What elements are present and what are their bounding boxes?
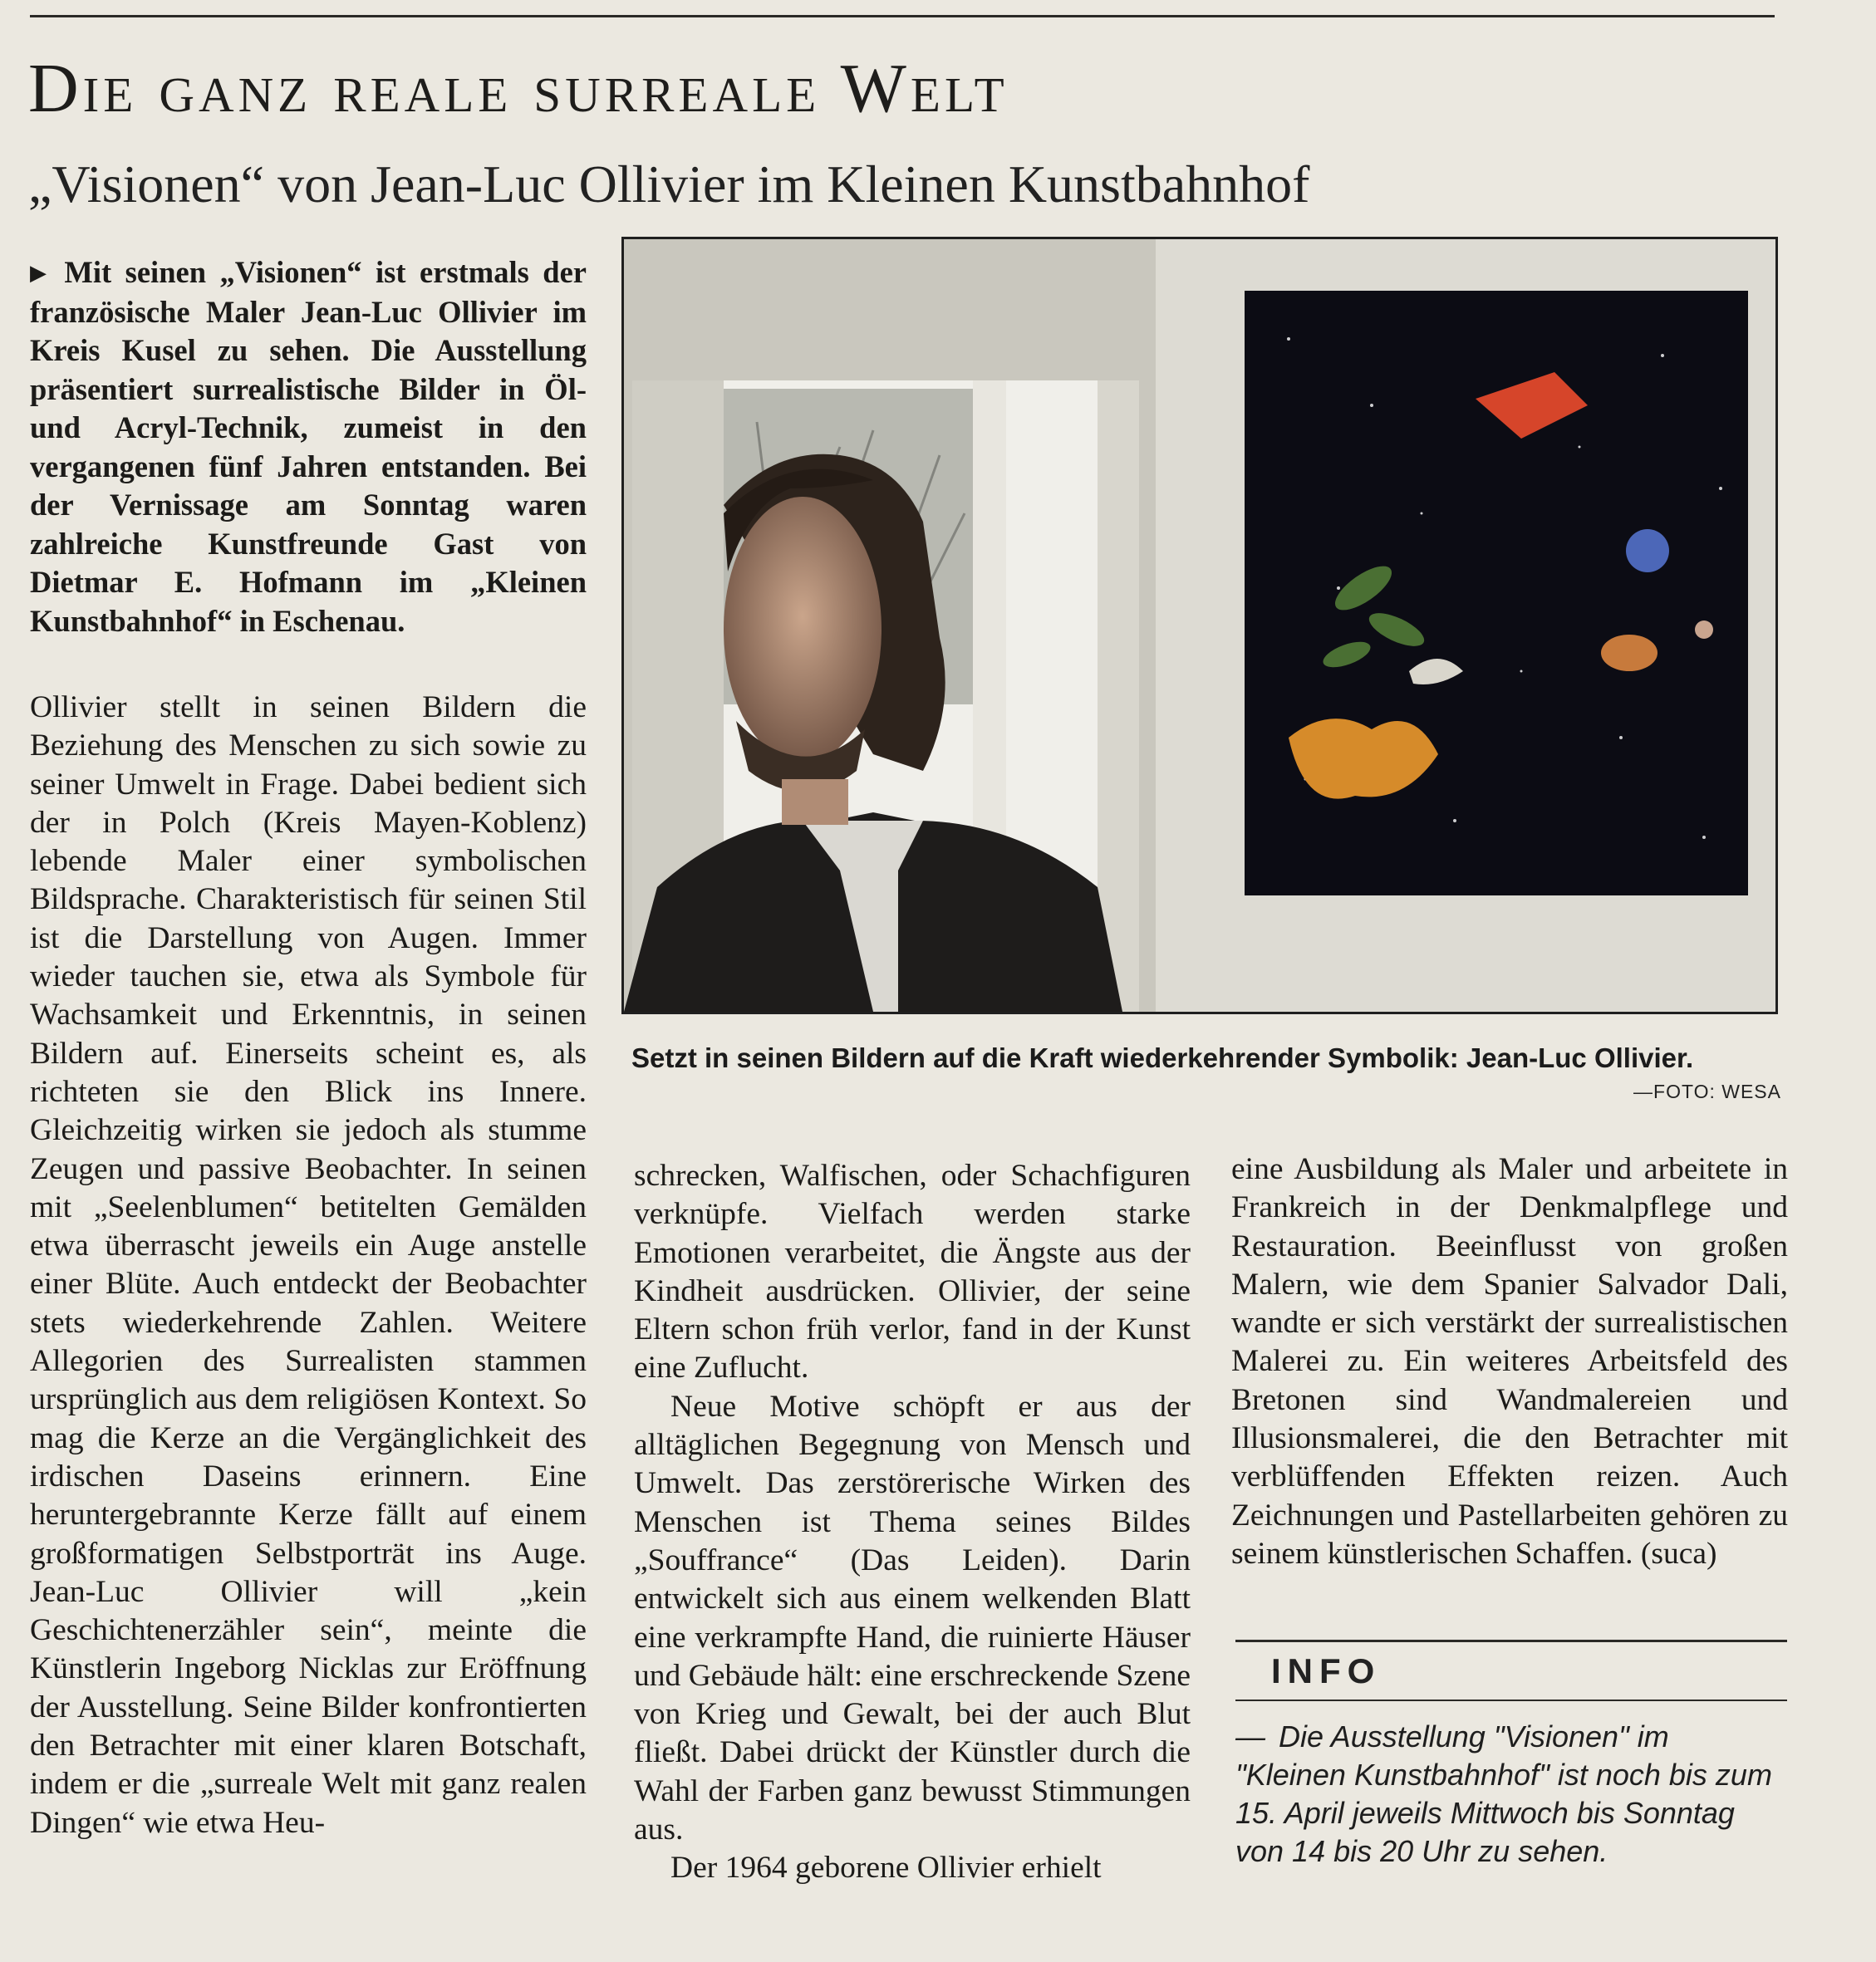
column-2 (634, 1157, 1191, 1888)
body-paragraph-3: Neue Motive schöpft er aus der alltäglichen Begegnung von Mensch und Umwelt. Das zerstörerische Wirken des Menschen ist Thema seines Bildes „Souffrance“ (Das Leiden). Darin entwickelt sich aus einem welkenden Blatt eine verkrampfte Hand, die ruinierte Häuser und Gebäude hält: eine erschreckende Szene von Krieg und Gewalt, bei der auch Blut fließt. Dabei drückt der Künstler durch die Wahl der Farben ganz bewusst Stimmungen aus. (634, 1389, 1191, 1847)
lead-paragraph (30, 253, 587, 640)
info-title: INFO (1271, 1651, 1382, 1690)
info-body: Die Ausstellung "Visionen" im "Kleinen Kunstbahnhof" ist noch bis zum 15. April jeweils Mittwoch bis Sonntag von 14 bis 20 Uhr zu sehen. (1235, 1719, 1772, 1868)
body-paragraph-4: Der 1964 geborene Ollivier erhielt (670, 1851, 1102, 1886)
triangle-right-icon: ▶ (30, 261, 53, 285)
info-rule-top (1235, 1640, 1787, 1642)
info-rule-bottom (1235, 1700, 1787, 1701)
headline: Die ganz reale surreale Welt (28, 50, 1009, 127)
info-dash: — (1235, 1719, 1265, 1754)
info-box-text (1235, 1718, 1784, 1871)
top-rule (30, 15, 1775, 17)
photo-credit: —FOTO: WESA (1633, 1081, 1781, 1102)
body-paragraph-1: Ollivier stellt in seinen Bildern die Beziehung des Menschen zu sich sowie zu seiner Umwelt in Frage. Dabei bedient sich der in Polch (Kreis Mayen-Koblenz) lebende Maler einer symbolischen Bildsprache. Charakteristisch für seinen Stil ist die Darstellung von Augen. Immer wieder tauchen sie, etwa als Symbole für Wachsamkeit und Erkenntnis, in seinen Bildern auf. Einerseits scheint es, als richteten sie den Blick ins Innere. Gleichzeitig wirken sie jedoch als stumme Zeugen und passive Beobachter. In seinen mit „Seelenblumen“ betitelten Gemälden etwa überrascht jeweils ein Auge anstelle einer Blüte. Auch entdeckt der Beobachter stets wiederkehrende Zahlen. Weitere Allegorien des Surrealisten stammen ursprünglich aus dem religiösen Kontext. So mag die Kerze an die Vergänglichkeit des irdischen Daseins erinnern. Eine heruntergebrannte Kerze fällt auf einem großformatigen Selbstporträt ins Auge. Jean-Luc Ollivier will „kein Geschichtenerzähler sein“, meinte die Künstlerin Ingeborg Nicklas zur Eröffnung der Ausstellung. Seine Bilder konfrontierten den Betrachter mit einer klaren Botschaft, indem er die „surreale Welt mit ganz realen Dingen“ wie etwa Heu- (30, 690, 587, 1840)
photo-illustration (624, 239, 1775, 1012)
column-3 (1231, 1150, 1788, 1573)
article-photo (621, 237, 1778, 1014)
subheadline: „Visionen“ von Jean-Luc Ollivier im Kleinen Kunstbahnhof (28, 155, 1310, 213)
body-paragraph-5: eine Ausbildung als Maler und arbeitete in Frankreich in der Denkmalpflege und Restauration. Beeinflusst von großen Malern, wie dem Spanier Salvador Dali, wandte er sich verstärkt der surrealistischen Malerei zu. Ein weiteres Arbeitsfeld des Bretonen sind Wandmalereien und Illusionsmalerei, die den Betrachter mit verblüffenden Effekten reizen. Auch Zeichnungen und Pastellarbeiten gehören zu seinem künstlerischen Schaffen. (suca) (1231, 1152, 1788, 1571)
body-paragraph-2: schrecken, Walfischen, oder Schachfiguren verknüpfe. Vielfach werden starke Emotionen verarbeitet, die Ängste aus der Kindheit ausdrücken. Ollivier, der seine Eltern schon früh verlor, fand in der Kunst eine Zuflucht. (634, 1159, 1191, 1386)
lead-text: Mit seinen „Visionen“ ist erstmals der französische Maler Jean-Luc Ollivier im Kreis Kusel zu sehen. Die Ausstellung präsentiert surrealistische Bilder in Öl- und Acryl-Technik, zumeist in den vergangenen fünf Jahren entstanden. Bei der Vernissage am Sonntag waren zahlreiche Kunstfreunde Gast von Dietmar E. Hofmann im „Kleinen Kunstbahnhof“ in Eschenau. (30, 255, 587, 638)
column-1 (30, 253, 587, 1842)
photo-caption: Setzt in seinen Bildern auf die Kraft wiederkehrender Symbolik: Jean-Luc Ollivier. (631, 1042, 1694, 1073)
